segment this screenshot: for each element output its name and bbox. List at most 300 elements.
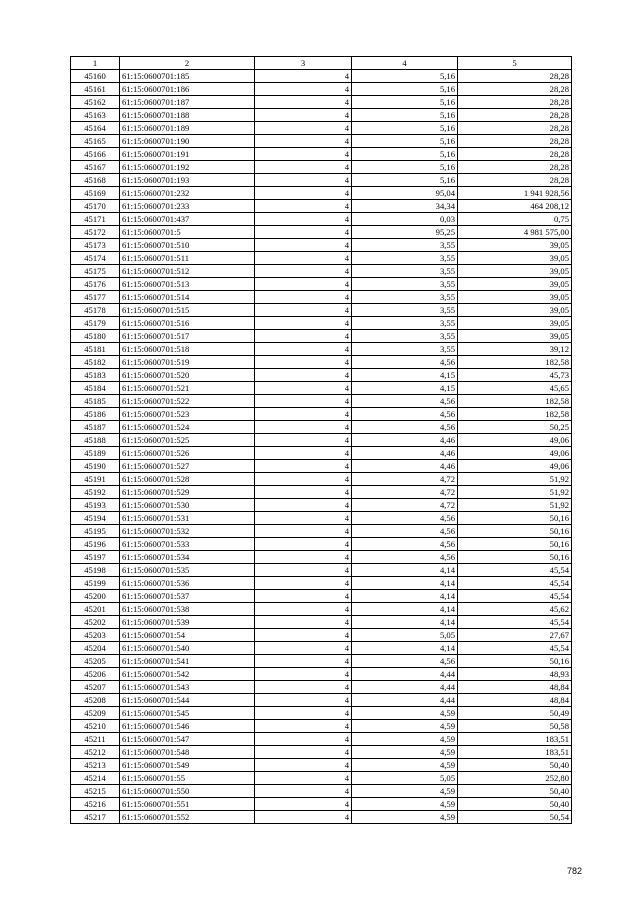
cadastral-number-cell: 61:15:0600701:538 [120,603,255,616]
table-row [71,291,572,304]
amount-cell: 50,40 [458,759,572,772]
table-row [71,694,572,707]
code-cell: 4 [255,603,352,616]
amount-cell: 45,54 [458,564,572,577]
table-row [71,187,572,200]
table-row [71,161,572,174]
rate-cell: 5,05 [352,629,458,642]
code-cell: 4 [255,213,352,226]
amount-cell: 45,62 [458,603,572,616]
rate-cell: 4,56 [352,655,458,668]
row-number-cell: 45171 [71,213,120,226]
table-row [71,96,572,109]
column-header-3: 3 [255,57,352,70]
table-row [71,356,572,369]
row-number-cell: 45183 [71,369,120,382]
column-header-4: 4 [352,57,458,70]
cadastral-number-cell: 61:15:0600701:511 [120,252,255,265]
code-cell: 4 [255,538,352,551]
table-row [71,499,572,512]
cadastral-number-cell: 61:15:0600701:232 [120,187,255,200]
table-row [71,421,572,434]
table-row [71,408,572,421]
cadastral-number-cell: 61:15:0600701:533 [120,538,255,551]
code-cell: 4 [255,759,352,772]
code-cell: 4 [255,291,352,304]
table-row [71,759,572,772]
row-number-cell: 45176 [71,278,120,291]
cadastral-number-cell: 61:15:0600701:546 [120,720,255,733]
rate-cell: 4,14 [352,616,458,629]
code-cell: 4 [255,252,352,265]
row-number-cell: 45187 [71,421,120,434]
amount-cell: 50,16 [458,512,572,525]
cadastral-number-cell: 61:15:0600701:5 [120,226,255,239]
amount-cell: 45,54 [458,577,572,590]
cadastral-number-cell: 61:15:0600701:541 [120,655,255,668]
cadastral-number-cell: 61:15:0600701:518 [120,343,255,356]
cadastral-number-cell: 61:15:0600701:530 [120,499,255,512]
rate-cell: 3,55 [352,291,458,304]
row-number-cell: 45198 [71,564,120,577]
table-row [71,135,572,148]
code-cell: 4 [255,707,352,720]
amount-cell: 39,05 [458,330,572,343]
code-cell: 4 [255,746,352,759]
cadastral-number-cell: 61:15:0600701:54 [120,629,255,642]
cadastral-number-cell: 61:15:0600701:188 [120,109,255,122]
amount-cell: 182,58 [458,395,572,408]
table-row [71,720,572,733]
amount-cell: 182,58 [458,408,572,421]
rate-cell: 4,59 [352,720,458,733]
amount-cell: 51,92 [458,473,572,486]
cadastral-number-cell: 61:15:0600701:526 [120,447,255,460]
row-number-cell: 45194 [71,512,120,525]
code-cell: 4 [255,668,352,681]
row-number-cell: 45204 [71,642,120,655]
amount-cell: 39,05 [458,291,572,304]
row-number-cell: 45192 [71,486,120,499]
code-cell: 4 [255,460,352,473]
row-number-cell: 45203 [71,629,120,642]
cadastral-number-cell: 61:15:0600701:513 [120,278,255,291]
code-cell: 4 [255,174,352,187]
code-cell: 4 [255,239,352,252]
row-number-cell: 45196 [71,538,120,551]
cadastral-number-cell: 61:15:0600701:193 [120,174,255,187]
rate-cell: 3,55 [352,265,458,278]
row-number-cell: 45180 [71,330,120,343]
rate-cell: 4,56 [352,512,458,525]
rate-cell: 4,72 [352,486,458,499]
table-row [71,265,572,278]
code-cell: 4 [255,304,352,317]
table-row [71,434,572,447]
page-number: 782 [567,866,583,876]
amount-cell: 49,06 [458,460,572,473]
amount-cell: 27,67 [458,629,572,642]
amount-cell: 50,49 [458,707,572,720]
table-row [71,603,572,616]
table-row [71,252,572,265]
table-row [71,811,572,824]
cadastral-number-cell: 61:15:0600701:517 [120,330,255,343]
amount-cell: 45,54 [458,616,572,629]
table-row [71,525,572,538]
cadastral-number-cell: 61:15:0600701:529 [120,486,255,499]
rate-cell: 4,59 [352,733,458,746]
table-row [71,226,572,239]
row-number-cell: 45160 [71,70,120,83]
cadastral-number-cell: 61:15:0600701:233 [120,200,255,213]
rate-cell: 4,15 [352,369,458,382]
table-row [71,369,572,382]
row-number-cell: 45210 [71,720,120,733]
table-row [71,772,572,785]
cadastral-number-cell: 61:15:0600701:542 [120,668,255,681]
row-number-cell: 45182 [71,356,120,369]
rate-cell: 0,03 [352,213,458,226]
table-row [71,681,572,694]
code-cell: 4 [255,655,352,668]
amount-cell: 39,05 [458,252,572,265]
rate-cell: 4,56 [352,356,458,369]
rate-cell: 4,14 [352,590,458,603]
row-number-cell: 45184 [71,382,120,395]
row-number-cell: 45166 [71,148,120,161]
table-row [71,564,572,577]
table-row [71,460,572,473]
row-number-cell: 45206 [71,668,120,681]
rate-cell: 3,55 [352,304,458,317]
amount-cell: 39,12 [458,343,572,356]
cadastral-number-cell: 61:15:0600701:190 [120,135,255,148]
amount-cell: 28,28 [458,83,572,96]
rate-cell: 4,56 [352,551,458,564]
amount-cell: 28,28 [458,174,572,187]
code-cell: 4 [255,525,352,538]
row-number-cell: 45202 [71,616,120,629]
rate-cell: 4,56 [352,525,458,538]
rate-cell: 4,59 [352,785,458,798]
code-cell: 4 [255,798,352,811]
row-number-cell: 45167 [71,161,120,174]
row-number-cell: 45164 [71,122,120,135]
rate-cell: 5,16 [352,148,458,161]
rate-cell: 5,16 [352,135,458,148]
code-cell: 4 [255,317,352,330]
row-number-cell: 45216 [71,798,120,811]
rate-cell: 4,59 [352,746,458,759]
code-cell: 4 [255,447,352,460]
rate-cell: 4,44 [352,668,458,681]
row-number-cell: 45197 [71,551,120,564]
table-row [71,668,572,681]
rate-cell: 4,46 [352,460,458,473]
cadastral-number-cell: 61:15:0600701:512 [120,265,255,278]
cadastral-number-cell: 61:15:0600701:192 [120,161,255,174]
cadastral-number-cell: 61:15:0600701:437 [120,213,255,226]
row-number-cell: 45181 [71,343,120,356]
row-number-cell: 45169 [71,187,120,200]
amount-cell: 252,80 [458,772,572,785]
cadastral-number-cell: 61:15:0600701:524 [120,421,255,434]
row-number-cell: 45161 [71,83,120,96]
row-number-cell: 45175 [71,265,120,278]
code-cell: 4 [255,616,352,629]
row-number-cell: 45177 [71,291,120,304]
code-cell: 4 [255,343,352,356]
code-cell: 4 [255,629,352,642]
rate-cell: 3,55 [352,252,458,265]
cadastral-number-cell: 61:15:0600701:551 [120,798,255,811]
amount-cell: 51,92 [458,499,572,512]
table-row [71,616,572,629]
table-row [71,278,572,291]
table-row [71,382,572,395]
cadastral-number-cell: 61:15:0600701:537 [120,590,255,603]
table-row [71,486,572,499]
code-cell: 4 [255,161,352,174]
amount-cell: 28,28 [458,96,572,109]
code-cell: 4 [255,720,352,733]
code-cell: 4 [255,83,352,96]
amount-cell: 1 941 928,56 [458,187,572,200]
code-cell: 4 [255,109,352,122]
cadastral-number-cell: 61:15:0600701:189 [120,122,255,135]
table-row [71,642,572,655]
table-row [71,109,572,122]
code-cell: 4 [255,733,352,746]
code-cell: 4 [255,577,352,590]
amount-cell: 28,28 [458,109,572,122]
row-number-cell: 45208 [71,694,120,707]
amount-cell: 28,28 [458,70,572,83]
row-number-cell: 45214 [71,772,120,785]
code-cell: 4 [255,499,352,512]
cadastral-number-cell: 61:15:0600701:523 [120,408,255,421]
row-number-cell: 45201 [71,603,120,616]
cadastral-number-cell: 61:15:0600701:191 [120,148,255,161]
table-row [71,304,572,317]
table-row [71,83,572,96]
table-row [71,733,572,746]
cadastral-number-cell: 61:15:0600701:186 [120,83,255,96]
cadastral-number-cell: 61:15:0600701:534 [120,551,255,564]
rate-cell: 5,16 [352,83,458,96]
amount-cell: 464 208,12 [458,200,572,213]
cadastral-number-cell: 61:15:0600701:522 [120,395,255,408]
table-row [71,239,572,252]
amount-cell: 45,54 [458,642,572,655]
code-cell: 4 [255,278,352,291]
cadastral-number-cell: 61:15:0600701:187 [120,96,255,109]
rate-cell: 4,14 [352,603,458,616]
amount-cell: 39,05 [458,317,572,330]
amount-cell: 28,28 [458,148,572,161]
amount-cell: 39,05 [458,304,572,317]
rate-cell: 4,14 [352,642,458,655]
code-cell: 4 [255,590,352,603]
amount-cell: 28,28 [458,122,572,135]
code-cell: 4 [255,421,352,434]
code-cell: 4 [255,96,352,109]
table-row [71,655,572,668]
row-number-cell: 45168 [71,174,120,187]
cadastral-number-cell: 61:15:0600701:510 [120,239,255,252]
code-cell: 4 [255,382,352,395]
cadastral-number-cell: 61:15:0600701:515 [120,304,255,317]
rate-cell: 5,16 [352,70,458,83]
amount-cell: 50,16 [458,538,572,551]
table-row [71,577,572,590]
cadastral-number-cell: 61:15:0600701:543 [120,681,255,694]
table-row [71,707,572,720]
code-cell: 4 [255,395,352,408]
cadastral-number-cell: 61:15:0600701:516 [120,317,255,330]
row-number-cell: 45193 [71,499,120,512]
amount-cell: 50,40 [458,798,572,811]
rate-cell: 4,44 [352,694,458,707]
rate-cell: 4,44 [352,681,458,694]
code-cell: 4 [255,148,352,161]
rate-cell: 5,16 [352,161,458,174]
amount-cell: 45,65 [458,382,572,395]
row-number-cell: 45190 [71,460,120,473]
table-row [71,798,572,811]
table-header-row [71,57,572,70]
code-cell: 4 [255,642,352,655]
rate-cell: 95,04 [352,187,458,200]
rate-cell: 4,15 [352,382,458,395]
code-cell: 4 [255,811,352,824]
amount-cell: 49,06 [458,447,572,460]
cadastral-number-cell: 61:15:0600701:540 [120,642,255,655]
rate-cell: 5,16 [352,122,458,135]
rate-cell: 5,16 [352,96,458,109]
cadastral-number-cell: 61:15:0600701:549 [120,759,255,772]
table-row [71,551,572,564]
code-cell: 4 [255,564,352,577]
row-number-cell: 45173 [71,239,120,252]
code-cell: 4 [255,694,352,707]
table-row [71,785,572,798]
code-cell: 4 [255,330,352,343]
rate-cell: 3,55 [352,330,458,343]
code-cell: 4 [255,369,352,382]
amount-cell: 50,40 [458,785,572,798]
amount-cell: 51,92 [458,486,572,499]
cadastral-number-cell: 61:15:0600701:552 [120,811,255,824]
amount-cell: 50,58 [458,720,572,733]
rate-cell: 4,59 [352,759,458,772]
table-row [71,395,572,408]
amount-cell: 183,51 [458,733,572,746]
amount-cell: 50,16 [458,551,572,564]
table-row [71,629,572,642]
cadastral-number-cell: 61:15:0600701:531 [120,512,255,525]
row-number-cell: 45178 [71,304,120,317]
table-row [71,512,572,525]
table-row [71,538,572,551]
rate-cell: 5,16 [352,109,458,122]
table-row [71,317,572,330]
code-cell: 4 [255,681,352,694]
code-cell: 4 [255,772,352,785]
row-number-cell: 45207 [71,681,120,694]
row-number-cell: 45188 [71,434,120,447]
rate-cell: 4,72 [352,473,458,486]
rate-cell: 4,46 [352,447,458,460]
table-body [71,70,572,824]
amount-cell: 39,05 [458,265,572,278]
table-row [71,330,572,343]
rate-cell: 4,56 [352,408,458,421]
amount-cell: 49,06 [458,434,572,447]
row-number-cell: 45189 [71,447,120,460]
rate-cell: 95,25 [352,226,458,239]
rate-cell: 3,55 [352,317,458,330]
cadastral-number-cell: 61:15:0600701:514 [120,291,255,304]
amount-cell: 28,28 [458,161,572,174]
rate-cell: 4,14 [352,577,458,590]
code-cell: 4 [255,473,352,486]
amount-cell: 50,16 [458,525,572,538]
table-row [71,213,572,226]
rate-cell: 4,56 [352,395,458,408]
cadastral-number-cell: 61:15:0600701:548 [120,746,255,759]
code-cell: 4 [255,265,352,278]
rate-cell: 5,05 [352,772,458,785]
row-number-cell: 45163 [71,109,120,122]
code-cell: 4 [255,408,352,421]
code-cell: 4 [255,785,352,798]
code-cell: 4 [255,512,352,525]
row-number-cell: 45195 [71,525,120,538]
row-number-cell: 45215 [71,785,120,798]
table-row [71,746,572,759]
amount-cell: 182,58 [458,356,572,369]
table-row [71,447,572,460]
row-number-cell: 45217 [71,811,120,824]
rate-cell: 4,46 [352,434,458,447]
cadastral-number-cell: 61:15:0600701:528 [120,473,255,486]
rate-cell: 4,14 [352,564,458,577]
row-number-cell: 45165 [71,135,120,148]
column-header-5: 5 [458,57,572,70]
amount-cell: 45,54 [458,590,572,603]
row-number-cell: 45191 [71,473,120,486]
table-row [71,122,572,135]
cadastral-number-cell: 61:15:0600701:532 [120,525,255,538]
row-number-cell: 45170 [71,200,120,213]
row-number-cell: 45186 [71,408,120,421]
table-row [71,70,572,83]
code-cell: 4 [255,187,352,200]
amount-cell: 48,84 [458,681,572,694]
row-number-cell: 45211 [71,733,120,746]
code-cell: 4 [255,200,352,213]
cadastral-number-cell: 61:15:0600701:545 [120,707,255,720]
code-cell: 4 [255,434,352,447]
amount-cell: 48,93 [458,668,572,681]
amount-cell: 50,54 [458,811,572,824]
cadastral-number-cell: 61:15:0600701:544 [120,694,255,707]
rate-cell: 4,59 [352,707,458,720]
row-number-cell: 45200 [71,590,120,603]
row-number-cell: 45162 [71,96,120,109]
